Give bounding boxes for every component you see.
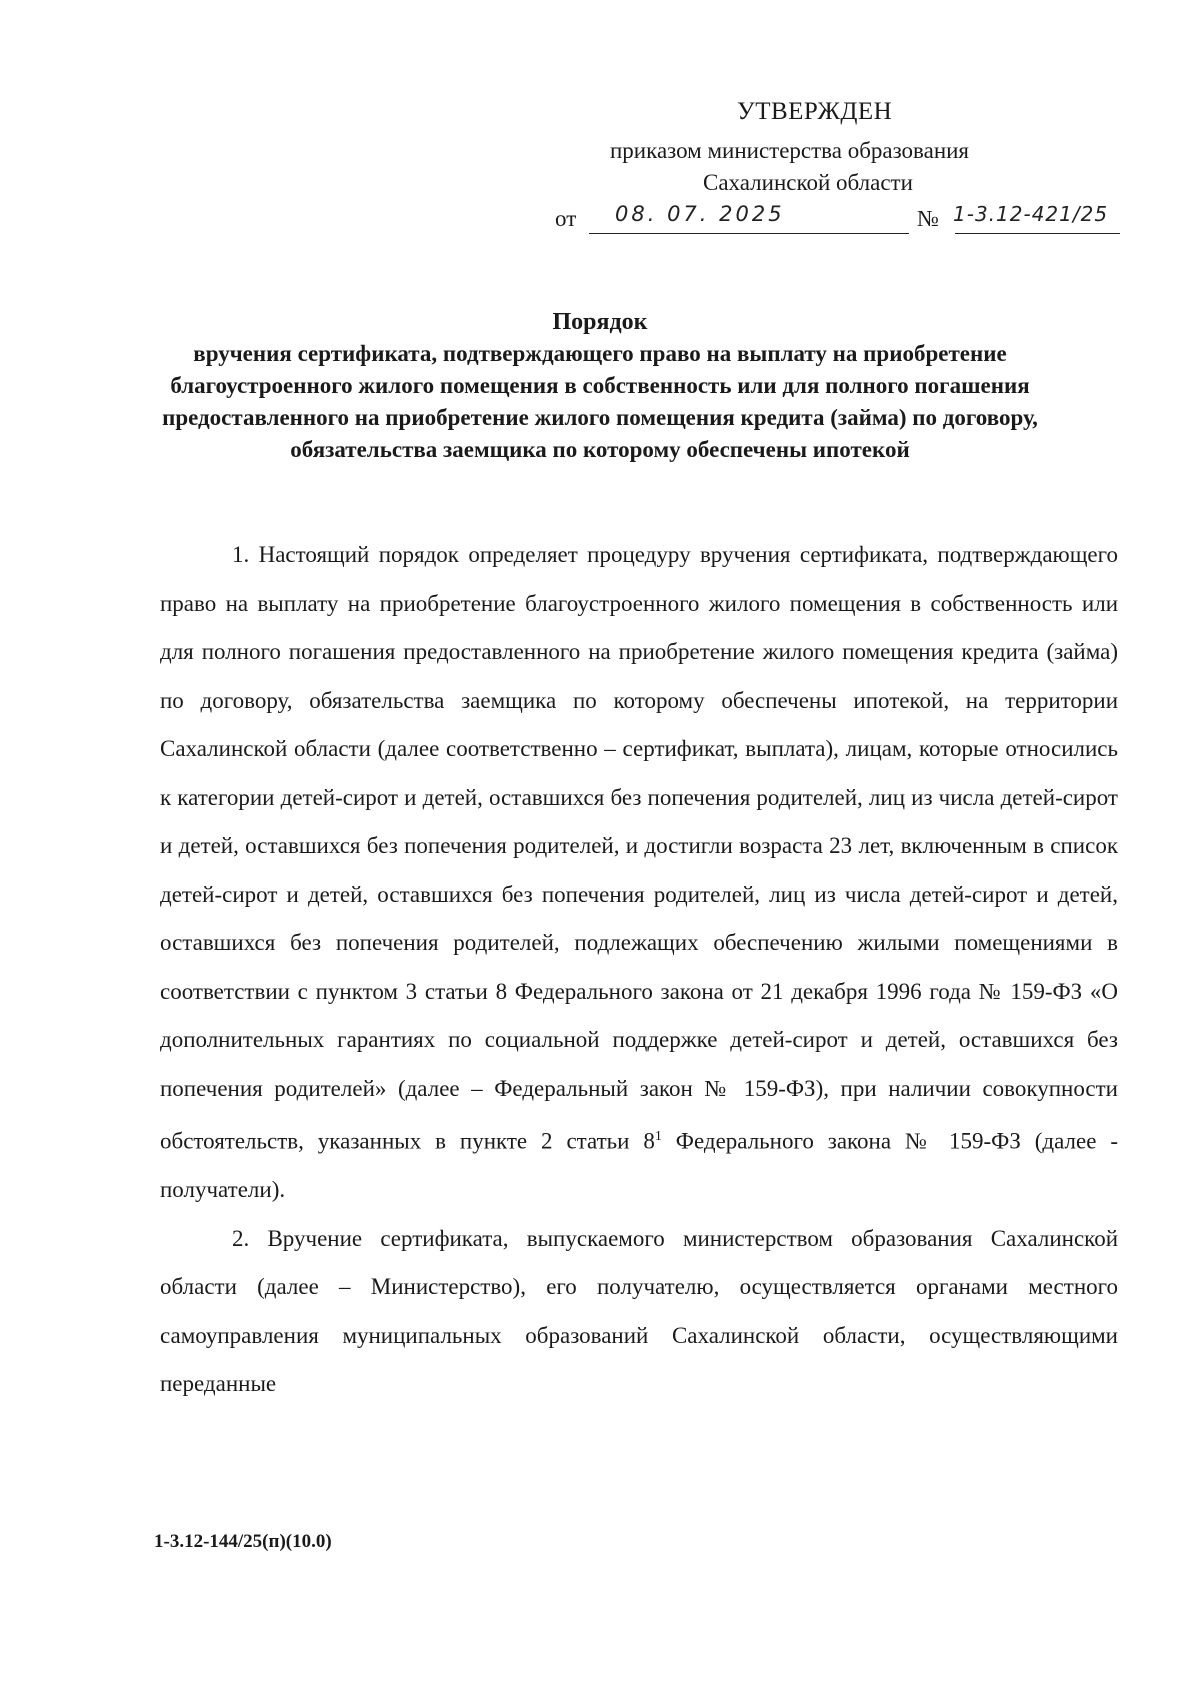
paragraph-1 xyxy=(160,531,1118,1215)
approval-number: 1-3.12-421/25 xyxy=(953,202,1109,226)
date-underline xyxy=(589,233,909,234)
paragraph-1-text: 1. Настоящий порядок определяет процедуру вручения сертификата, подтверждающего право на выплату на приобретение благоустроенного жилого помещения в собственность или для полного погашения предоставленного на приобретение жилого помещения кредита (займа) по договору, обязательства заемщика по которому обеспечены ипотекой, на территории Сахалинской области (далее соответственно – сертификат, выплата), лицам, которые относились к категории детей-сирот и детей, оставшихся без попечения родителей, лиц из числа детей-сирот и детей, оставшихся без попечения родителей, и достигли возраста 23 лет, включенным в список детей-сирот и детей, оставшихся без попечения родителей, лиц из числа детей-сирот и детей, оставшихся без попечения родителей, подлежащих обеспечению жилыми помещениями в соответствии с пунктом 3 статьи 8 Федерального закона от 21 декабря 1996 года № 159-ФЗ «О дополнительных гарантиях по социальной поддержке детей-сирот и детей, оставшихся без попечения родителей» (далее – Федеральный закон № 159-ФЗ), при наличии совокупности обстоятельств, указанных в пункте 2 статьи 8 xyxy=(160,542,1118,1154)
approval-line-region: Сахалинской области xyxy=(703,170,913,195)
approval-title: УТВЕРЖДЕН xyxy=(737,98,893,125)
document-title xyxy=(150,306,1050,466)
approval-date-number-line xyxy=(555,202,1135,242)
number-prefix: № xyxy=(917,206,939,231)
approval-line-order: приказом министерства образования xyxy=(610,138,970,163)
document-code: 1-3.12-144/25(п)(10.0) xyxy=(154,1531,332,1552)
date-prefix: от xyxy=(555,206,577,231)
document-heading: Порядок xyxy=(552,309,648,335)
paragraph-1-superscript: 1 xyxy=(654,1129,662,1144)
document-subtitle: вручения сертификата, подтверждающего право на выплату на приобретение благоустроенного жилого помещения в собственность или для полного погашения предоставленного на приобретение жилого помещения кредита (займа) по договору, обязательства заемщика по которому обеспечены ипотекой xyxy=(162,341,1038,462)
approval-date: 08. 07. 2025 xyxy=(615,202,785,226)
paragraph-2: 2. Вручение сертификата, выпускаемого министерством образования Сахалинской области (далее – Министерство), его получателю, осуществляется органами местного самоуправления муниципальных образований Сахалинской области, осуществляющими переданные xyxy=(160,1225,1118,1397)
paragraph-1-tail: Федерального закона № 159-ФЗ (далее - получатели). xyxy=(160,1128,1119,1203)
document-body xyxy=(160,531,1118,1409)
number-underline xyxy=(955,233,1120,234)
